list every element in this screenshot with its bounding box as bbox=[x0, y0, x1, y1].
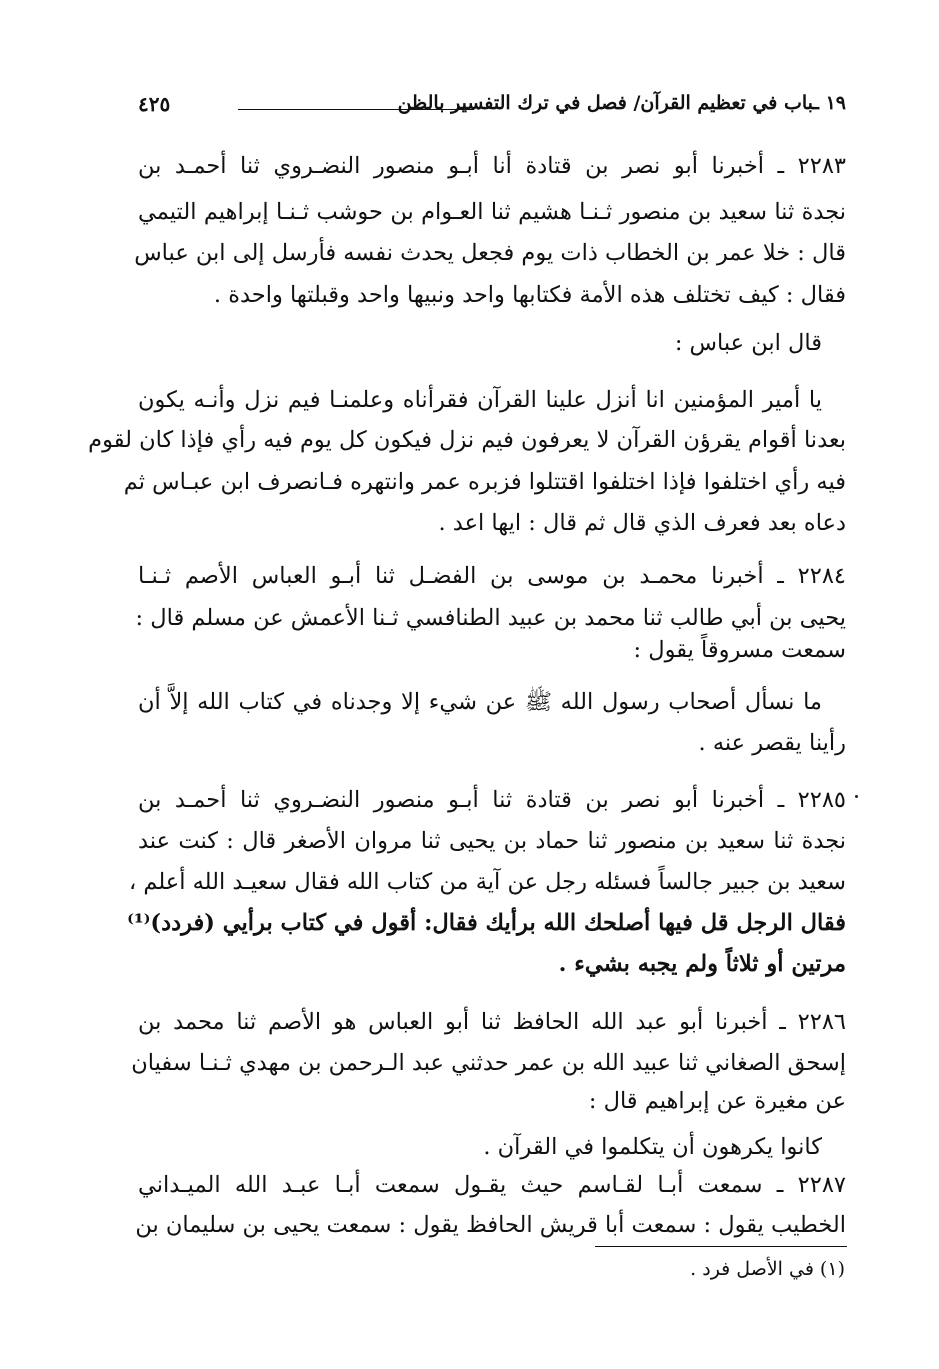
text-line: سعيد بن جبير جالساً فسئله رجل عن آية من كتاب الله فقال سعيـد الله أعلم ، bbox=[128, 869, 846, 895]
page-number: ٤٢٥ bbox=[138, 92, 171, 116]
text-line: إسحق الصغاني ثنا عبيد الله بن عمر حدثني عبد الـرحمن بن مهدي ثـنـا سفيان bbox=[131, 1050, 846, 1076]
footnote: (١) في الأصل فرد . bbox=[690, 1258, 845, 1280]
text-line: قال ابن عباس : bbox=[674, 330, 822, 356]
text-line: ٢٢٨٤ ـ أخبرنا محمـد بن موسى بن الفضـل ثنا أبـو العباس الأصم ثـنـا bbox=[138, 563, 846, 589]
text-line: ٢٢٨٣ ـ أخبرنا أبو نصر بن قتادة أنا أبـو منصور النضـروي ثنا أحمـد بن bbox=[138, 153, 846, 179]
text-line: بعدنا أقوام يقرؤن القرآن لا يعرفون فيم نزل فيكون كل يوم فيه رأي فإذا كان لقوم bbox=[88, 427, 846, 453]
text-line: ٢٢٨٧ ـ سمعت أبـا لقـاسم حيث يقـول سمعت أبـا عبـد الله الميـداني bbox=[138, 1172, 846, 1198]
text-line: فيه رأي اختلفوا فإذا اختلفوا اقتتلوا فزبره عمر وانتهره فـانصرف ابن عبـاس ثم bbox=[123, 469, 846, 495]
text-line: ٢٢٨٥ ـ أخبرنا أبو نصر بن قتادة ثنا أبـو منصور النضـروي ثنا أحمـد بن bbox=[138, 787, 846, 813]
text-line: دعاه بعد فعرف الذي قال ثم قال : ايها اعد . bbox=[438, 510, 846, 536]
header-rule bbox=[238, 109, 474, 110]
text-line: ٢٢٨٦ ـ أخبرنا أبو عبد الله الحافظ ثنا أبو العباس هو الأصم ثنا محمد بن bbox=[138, 1009, 846, 1035]
header-title: ١٩ ـباب في تعظيم القرآن/ فصل في ترك التفسير بالظن bbox=[397, 92, 846, 114]
text-line: يا أمير المؤمنين انا أنزل علينا القرآن فقرأناه وعلمنـا فيم نزل وأنـه يكون bbox=[138, 387, 822, 413]
text-line: يحيى بن أبي طالب ثنا محمد بن عبيد الطنافسي ثـنا الأعمش عن مسلم قال : bbox=[135, 605, 846, 631]
footnote-rule bbox=[595, 1246, 847, 1247]
text-line: فقال : كيف تختلف هذه الأمة فكتابها واحد ونبيها واحد وقبلتها واحدة . bbox=[213, 282, 846, 308]
text-line: الخطيب يقول : سمعت أبا قريش الحافظ يقول : سمعت يحيى بن سليمان بن bbox=[135, 1212, 846, 1238]
text-line: ما نسأل أصحاب رسول الله ﷺ عن شيء إلا وجدناه في كتاب الله إلاَّ أن bbox=[138, 689, 822, 715]
text-line: رأينا يقصر عنه . bbox=[698, 730, 846, 756]
text-line: سمعت مسروقاً يقول : bbox=[633, 637, 846, 663]
ink-dot bbox=[855, 795, 858, 798]
text-line: عن مغيرة عن إبراهيم قال : bbox=[588, 1088, 846, 1114]
text-line: فقال الرجل قل فيها أصلحك الله برأيك فقال: أقول في كتاب برأيي (فردد)⁽¹⁾ bbox=[127, 910, 846, 936]
text-line: قال : خلا عمر بن الخطاب ذات يوم فجعل يحدث نفسه فأرسل إلى ابن عباس bbox=[134, 240, 846, 266]
text-line: نجدة ثنا سعيد بن منصور ثـنـا هشيم ثنا العـوام بن حوشب ثـنـا إبراهيم التيمي bbox=[138, 199, 846, 225]
running-header bbox=[138, 92, 846, 122]
text-line: مرتين أو ثلاثاً ولم يجبه بشيء . bbox=[558, 951, 846, 977]
text-line: نجدة ثنا سعيد بن منصور ثنا حماد بن يحيى ثنا مروان الأصغر قال : كنت عند bbox=[138, 828, 846, 854]
text-line: كانوا يكرهون أن يتكلموا في القرآن . bbox=[483, 1134, 822, 1160]
